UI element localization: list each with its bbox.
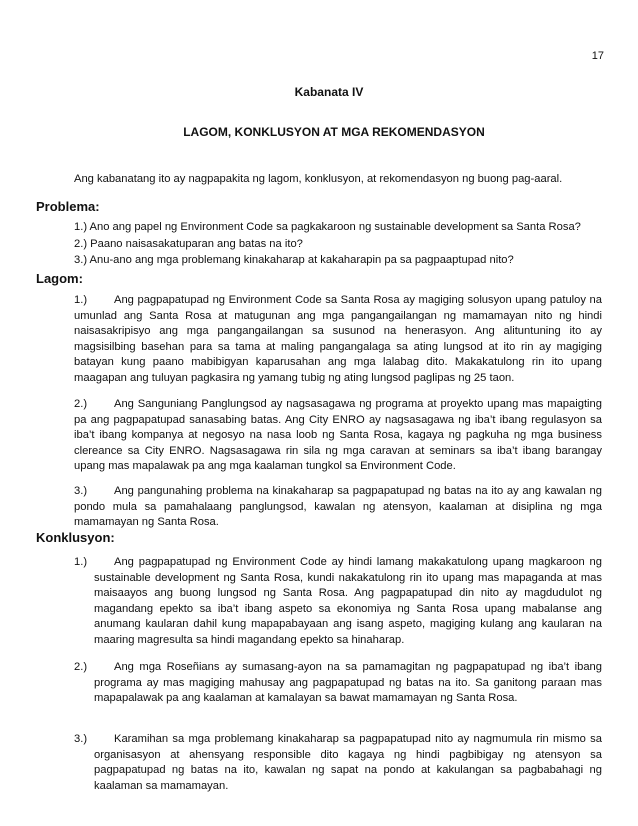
summary-item [74, 397, 602, 475]
item-text: Ang mga Roseñians ay sumasang-ayon na sa pamamagitan ng pagpapatupad ng iba’t ibang programa ay mas magiging mahusay ang pagpapatupad ng batas na ito. Sa ganitong paraan mas mapapalawak pa ang kaalaman at kamalayan sa bawat mamamayan ng Santa Rosa. [94, 661, 602, 705]
item-text: Ang pangunahing problema na kinakaharap sa pagpapatupad ng batas na ito ay ang kawalan ng pondo mula sa pamahalaang panglungsod, kawalan ng atensyon, kaalaman at disiplina ng mga mamamayan ng Santa Rosa. [74, 485, 602, 529]
item-number: 3.) [74, 485, 88, 497]
page-number: 17 [591, 50, 604, 62]
item-text: Ang pagpapatupad ng Environment Code ay hindi lamang makakatulong upang magkaroon ng sustainable development ng Santa Rosa, kundi nakakatulong rin ito upang mas mapaganda at mas maisaayos ang buong lungsod ng Santa Rosa. Ang pagpapatupad din nito ay magdudulot ng magandang epekto sa iba’t ibang aspeto sa ekonomiya ng Santa Rosa upang mabalanse ang anumang kaularan dahil kung mapapabayaan ang isang aspeto, magiging kulang ang kaularan na maaring magresulta sa hindi magandang epekto sa hinaharap. [94, 556, 602, 646]
problem-item: 1.) Ano ang papel ng Environment Code sa pagkakaroon ng sustainable development sa Santa Rosa? [74, 221, 581, 233]
conclusion-item [74, 732, 602, 794]
chapter-title: LAGOM, KONKLUSYON AT MGA REKOMENDASYON [183, 125, 485, 139]
item-number: 1.) [74, 294, 88, 306]
section-heading-konklusyon: Konklusyon: [36, 530, 115, 545]
conclusion-item [74, 555, 602, 649]
section-heading-problema: Problema: [36, 199, 100, 214]
chapter-heading: Kabanata IV [294, 85, 364, 99]
section-heading-lagom: Lagom: [36, 271, 83, 286]
item-text: Karamihan sa mga problemang kinakaharap sa pagpapatupad nito ay nagmumula rin mismo sa organisasyon at ahensyang responsible dito kagaya ng hindi pagbibigay ng atensyon sa pagpapatupad ng batas na ito, kawalan ng sapat na pondo at kakulangan sa pagbabahagi ng kaalaman sa mamamayan. [94, 733, 602, 792]
item-text: Ang pagpapatupad ng Environment Code sa Santa Rosa ay magiging solusyon upang patuloy na umunlad ang Santa Rosa at matugunan ang mga pangangailangan ng mamamayan nito ng hindi naisasakripisyo ang mga pangangailangan sa susunod na henerasyon. Ang alituntuning ito ay magsisilbing basehan para sa tama at maling pangangalaga sa ating lungsod at ito rin ay magiging batayan kung paano mabibigyan kaparusahan ang mga lalabag dito. Makakatulong rin ito upang maagapan ang tuluyan pagkasira ng yamang tubig ng ating lungsod paglipas ng 25 taon. [74, 294, 602, 384]
problem-item: 2.) Paano naisasakatuparan ang batas na ito? [74, 238, 303, 250]
item-number: 2.) [74, 398, 88, 410]
conclusion-item [74, 660, 602, 707]
problem-item: 3.) Anu-ano ang mga problemang kinakaharap at kakaharapin pa sa pagpaaptupad nito? [74, 254, 514, 266]
item-number: 3.) [74, 733, 88, 745]
intro-text: Ang kabanatang ito ay nagpapakita ng lagom, konklusyon, at rekomendasyon ng buong pag-aaral. [74, 173, 563, 185]
summary-item [74, 484, 602, 531]
summary-item [74, 293, 602, 387]
item-number: 2.) [74, 661, 88, 673]
item-number: 1.) [74, 556, 88, 568]
item-text: Ang Sanguniang Panglungsod ay nagsasagawa ng programa at proyekto upang mas mapaigting pa ang pagpapatupad sanasabing batas. Ang City ENRO ay nagsasagawa ng iba’t ibang regulasyon sa iba’t ibang kompanya at negosyo na nasa loob ng Santa Rosa, kagaya ng pagkuha ng mga business clereance sa City ENRO. Nagsasagawa rin sila ng mga caravan at seminars sa iba’t ibang barangay upang mas mapalawak pa ang mga kaalaman tungkol sa Environment Code. [74, 398, 602, 473]
